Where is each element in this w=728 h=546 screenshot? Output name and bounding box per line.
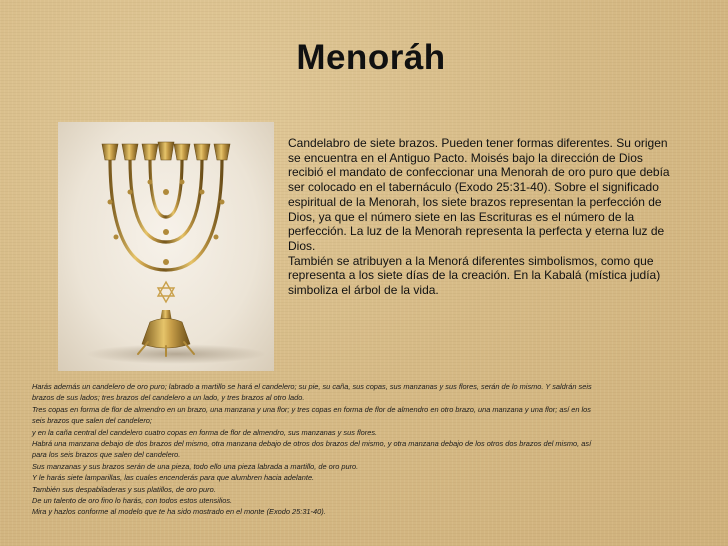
footnote-line: seis brazos que salen del candelero; (32, 416, 152, 426)
menorah-illustration (58, 122, 274, 371)
slide-title: Menoráh (296, 38, 446, 77)
footnote-line: y en la caña central del candelero cuatro copas en forma de flor de almendro, sus manzanas y sus flores. (32, 427, 378, 437)
footnote-line: Y le harás siete lamparillas, las cuales encenderás para que alumbren hacia adelante. (32, 473, 315, 483)
footnote-line: Harás además un candelero de oro puro; labrado a martillo se hará el candelero; su pie, su caña, sus copas, sus manzanas y sus flores, serán de lo mismo. Y saldrán seis (32, 382, 592, 391)
description-paragraph-2: También se atribuyen a la Menorá diferentes simbolismos, como que representa a los siete días de la creación. En la Kabalá (mística judía) simboliza el árbol de la vida. (288, 253, 661, 298)
footnote-line: Tres copas en forma de flor de almendro en un brazo, una manzana y una flor; y tres copas en forma de flor de almendro en otro brazo, una manzana y una flor; así en los (32, 404, 591, 414)
footnote-line: para los seis brazos que salen del candelero. (32, 450, 181, 460)
footnote-line: Sus manzanas y sus brazos serán de una pieza, todo ello una pieza labrada a martillo, de oro puro. (32, 461, 359, 471)
footnote-line: Habrá una manzana debajo de dos brazos del mismo, otra manzana debajo de otros dos brazos del mismo, y otra manzana debajo de los otros dos brazos del mismo, así (32, 439, 592, 449)
description-paragraph-1: Candelabro de siete brazos. Pueden tener formas diferentes. Su origen se encuentra en el Antiguo Pacto. Moisés bajo la dirección de Dios recibió el mandato de confeccionar una Menorah de oro puro que debía ser colocado en el tabernáculo (Exodo 25:31-40). Sobre el significado espiritual de la Menorah, los siete brazos representan la perfección de Dios, ya que el número siete en las Escrituras es el número de la perfección. La luz de la Menorah representa la perfecta y eterna luz de Dios. (288, 136, 670, 253)
footnote-line: brazos de sus lados; tres brazos del candelero a un lado, y tres brazos al otro lado. (32, 393, 305, 403)
footnote-line: También sus despabiladeras y sus platillos, de oro puro. (32, 484, 216, 494)
footnote-line: Mira y hazlos conforme al modelo que te ha sido mostrado en el monte (Exodo 25:31-40). (32, 507, 326, 517)
scripture-footnote (32, 381, 702, 518)
description-text (288, 136, 673, 298)
menorah-photo (58, 122, 274, 371)
footnote-line: De un talento de oro fino lo harás, con todos estos utensilios. (32, 496, 233, 506)
